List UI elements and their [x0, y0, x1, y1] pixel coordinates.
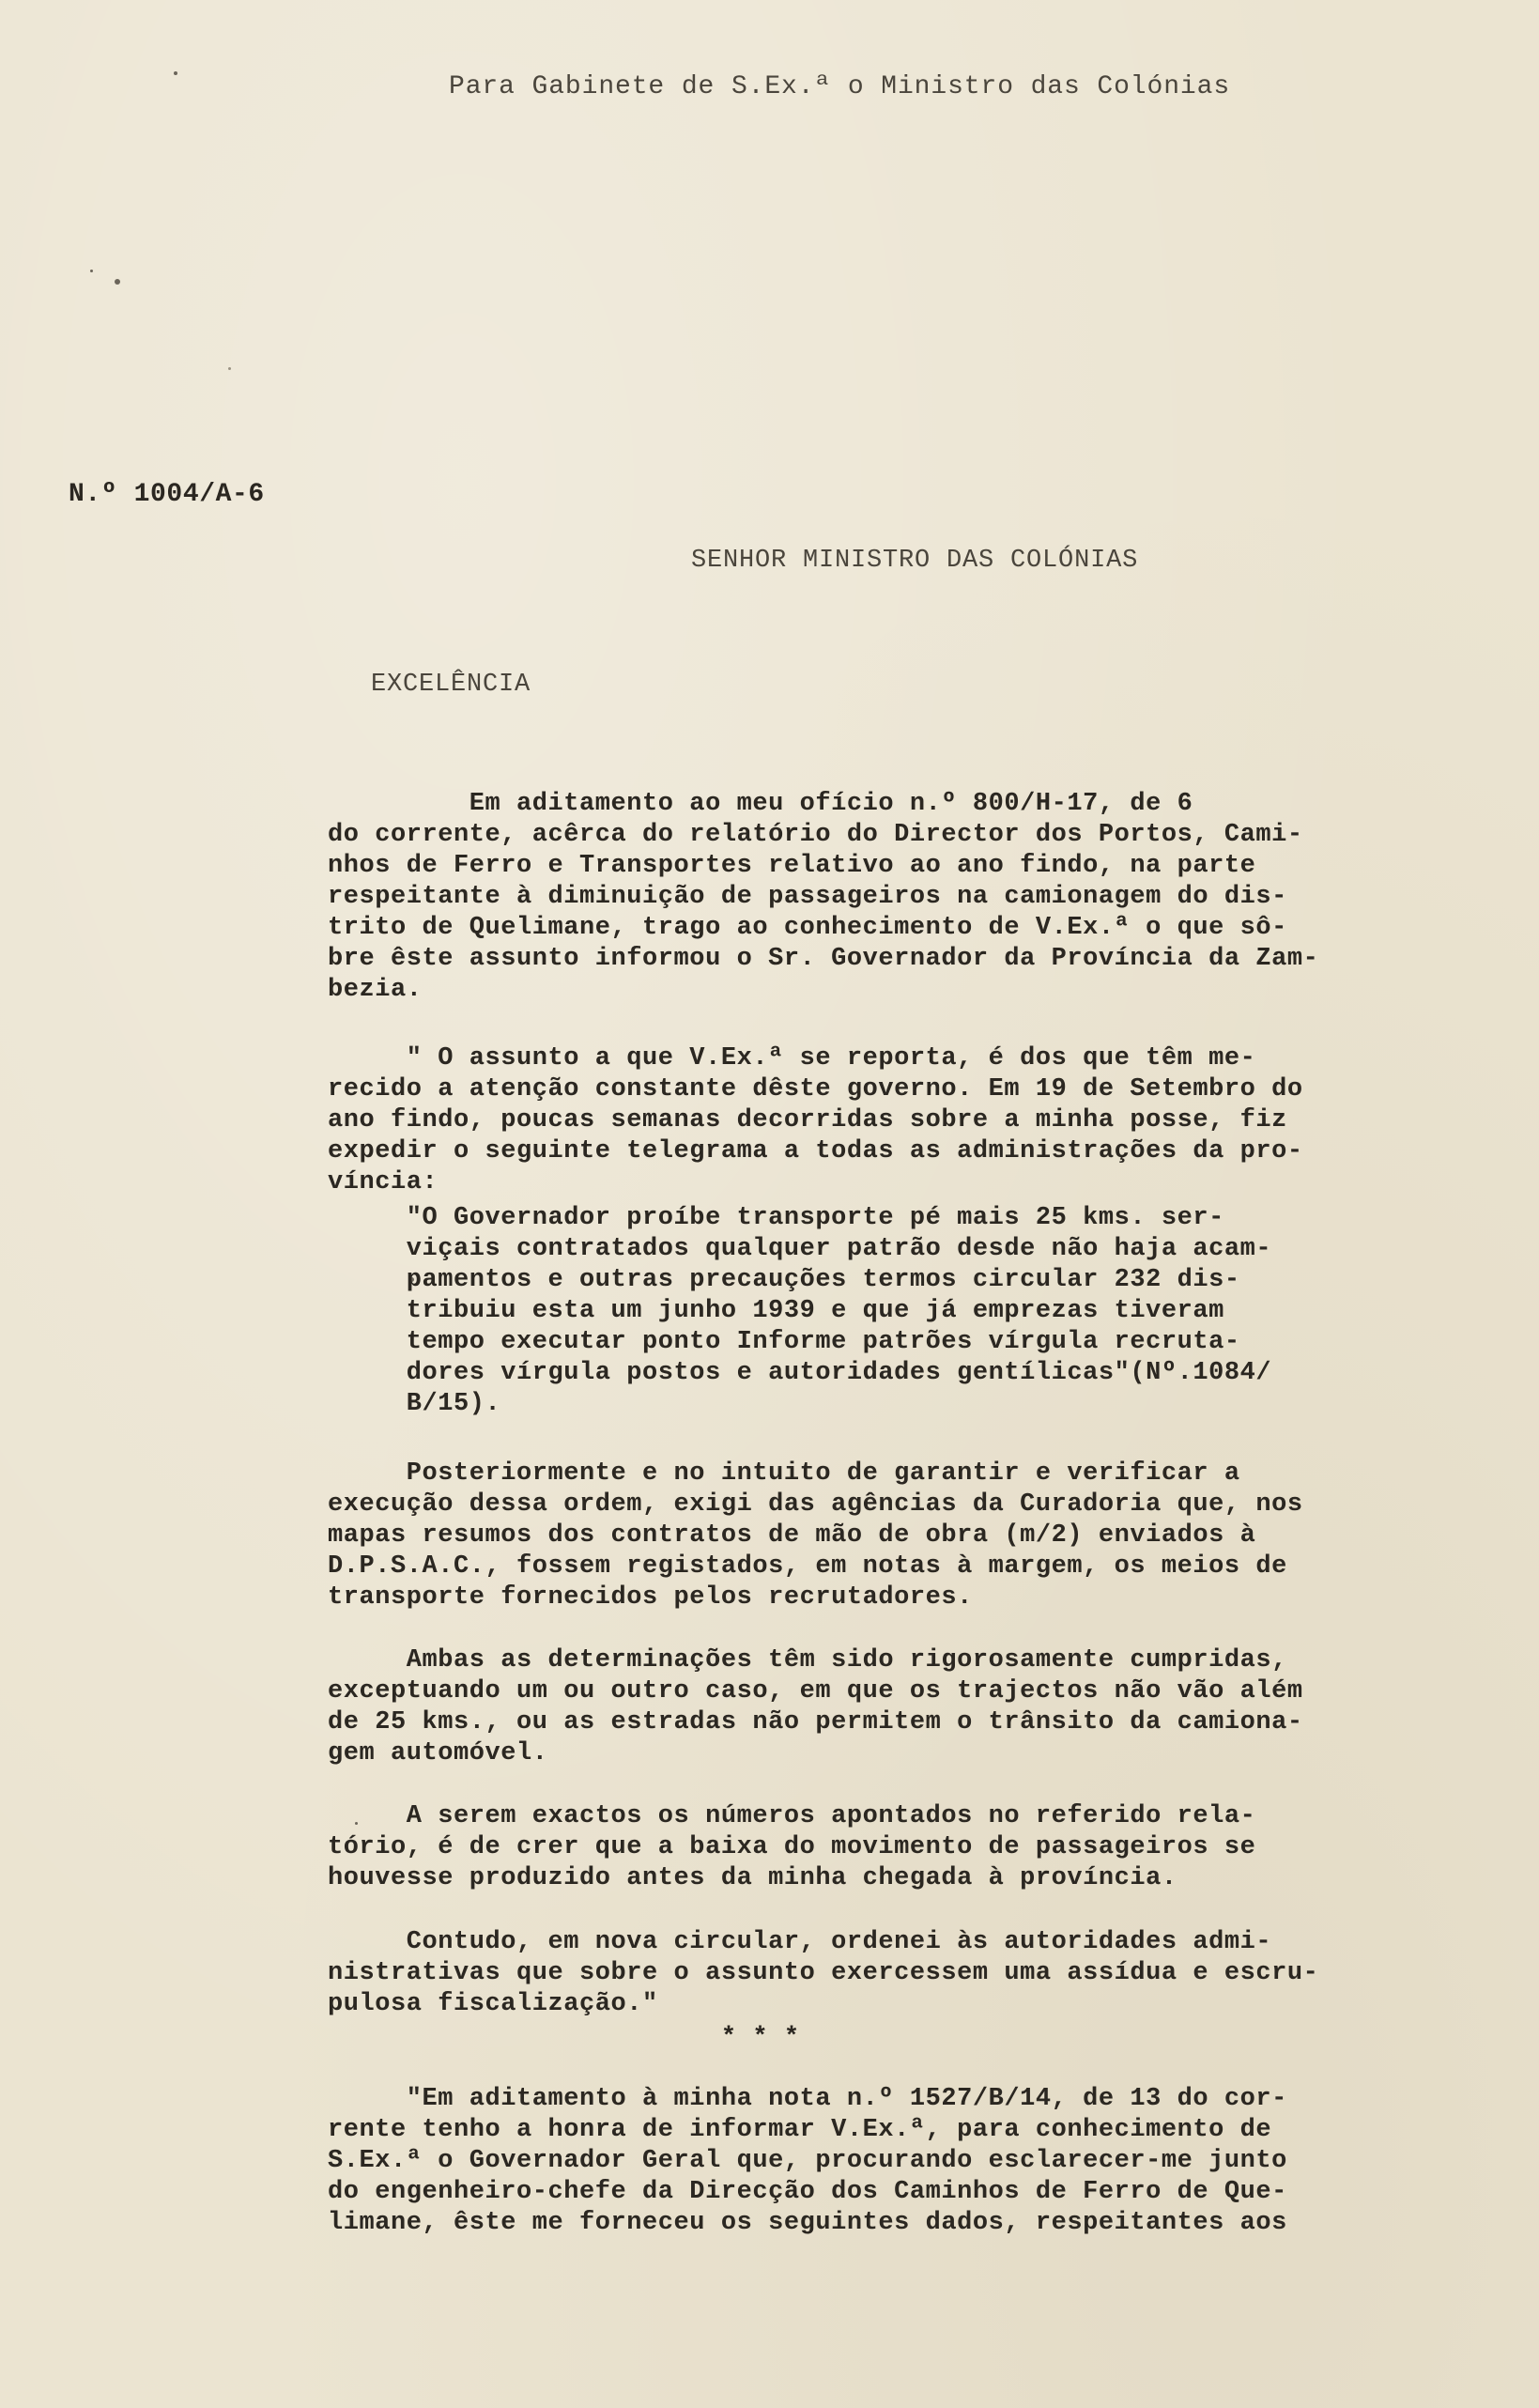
text-line: do corrente, acêrca do relatório do Director dos Portos, Cami-	[328, 821, 1303, 849]
greeting: EXCELÊNCIA	[371, 671, 531, 699]
text-line: mapas resumos dos contratos de mão de obra (m/2) enviados à	[328, 1521, 1256, 1550]
text-line: de 25 kms., ou as estradas não permitem o trânsito da camiona-	[328, 1708, 1303, 1737]
text-line: tempo executar ponto Informe patrões vírgula recruta-	[328, 1328, 1240, 1356]
text-line: transporte fornecidos pelos recrutadores.	[328, 1583, 973, 1612]
text-line: tório, é de crer que a baixa do movimento de passageiros se	[328, 1833, 1256, 1861]
salutation-title: SENHOR MINISTRO DAS COLÓNIAS	[691, 547, 1139, 575]
asterisk-separator: * * *	[328, 2024, 800, 2052]
paragraph-7	[328, 1927, 1516, 2020]
text-line: gem automóvel.	[328, 1739, 548, 1767]
paper-speck	[174, 71, 177, 75]
text-line: expedir o seguinte telegrama a todas as administrações da pro-	[328, 1137, 1303, 1165]
text-line: do engenheiro-chefe da Direcção dos Caminhos de Ferro de Que-	[328, 2178, 1287, 2206]
text-line: pamentos e outras precauções termos circular 232 dis-	[328, 1266, 1240, 1294]
text-line: tribuiu esta um junho 1939 e que já emprezas tiveram	[328, 1297, 1224, 1325]
text-line: S.Ex.ª o Governador Geral que, procurando esclarecer-me junto	[328, 2147, 1287, 2175]
text-line: execução dessa ordem, exigi das agências da Curadoria que, nos	[328, 1490, 1303, 1519]
text-line: bre êste assunto informou o Sr. Governador da Província da Zam-	[328, 945, 1319, 973]
text-line: limane, êste me forneceu os seguintes dados, respeitantes aos	[328, 2209, 1287, 2237]
text-line: víncia:	[328, 1168, 439, 1196]
addressee-header: Para Gabinete de S.Ex.ª o Ministro das Colónias	[449, 72, 1231, 101]
section-separator	[328, 2023, 1516, 2054]
text-line: pulosa fiscalização."	[328, 1990, 658, 2018]
paper-speck	[115, 279, 120, 285]
text-line: ano findo, poucas semanas decorridas sobre a minha posse, fiz	[328, 1106, 1287, 1135]
text-line: Em aditamento ao meu ofício n.º 800/H-17, de 6	[328, 790, 1193, 818]
text-line: viçais contratados qualquer patrão desde não haja acam-	[328, 1235, 1272, 1263]
paper-speck	[228, 367, 231, 370]
reference-number: N.º 1004/A-6	[69, 480, 265, 509]
paragraph-1	[328, 789, 1516, 1006]
text-line: "O Governador proíbe transporte pé mais 25 kms. ser-	[328, 1204, 1224, 1232]
text-line: nhos de Ferro e Transportes relativo ao ano findo, na parte	[328, 852, 1256, 880]
paragraph-4	[328, 1459, 1516, 1613]
text-line: recido a atenção constante dêste governo. Em 19 de Setembro do	[328, 1075, 1303, 1104]
text-line: Contudo, em nova circular, ordenei às autoridades admi-	[328, 1928, 1272, 1956]
paragraph-5	[328, 1645, 1516, 1769]
text-line: B/15).	[328, 1390, 501, 1418]
text-line: dores vírgula postos e autoridades gentílicas"(Nº.1084/	[328, 1359, 1272, 1387]
text-line: trito de Quelimane, trago ao conhecimento de V.Ex.ª o que sô-	[328, 914, 1287, 942]
text-line: D.P.S.A.C., fossem registados, em notas à margem, os meios de	[328, 1552, 1287, 1581]
paper-speck	[90, 270, 93, 272]
text-line: A serem exactos os números apontados no referido rela-	[328, 1802, 1256, 1830]
text-line: " O assunto a que V.Ex.ª se reporta, é dos que têm me-	[328, 1044, 1256, 1073]
text-line: rente tenho a honra de informar V.Ex.ª, para conhecimento de	[328, 2116, 1272, 2144]
telegram-quote	[328, 1203, 1516, 1420]
text-line: exceptuando um ou outro caso, em que os trajectos não vão além	[328, 1677, 1303, 1706]
text-line: Posteriormente e no intuito de garantir e verificar a	[328, 1459, 1240, 1488]
paragraph-8	[328, 2084, 1516, 2239]
paragraph-6	[328, 1801, 1516, 1894]
text-line: "Em aditamento à minha nota n.º 1527/B/14, de 13 do cor-	[328, 2085, 1287, 2113]
text-line: nistrativas que sobre o assunto exercessem uma assídua e escru-	[328, 1959, 1319, 1987]
text-line: bezia.	[328, 976, 423, 1004]
text-line: respeitante à diminuição de passageiros na camionagem do dis-	[328, 883, 1287, 911]
paragraph-2	[328, 1043, 1516, 1198]
text-line: Ambas as determinações têm sido rigorosamente cumpridas,	[328, 1646, 1287, 1675]
text-line: houvesse produzido antes da minha chegada à província.	[328, 1864, 1177, 1892]
